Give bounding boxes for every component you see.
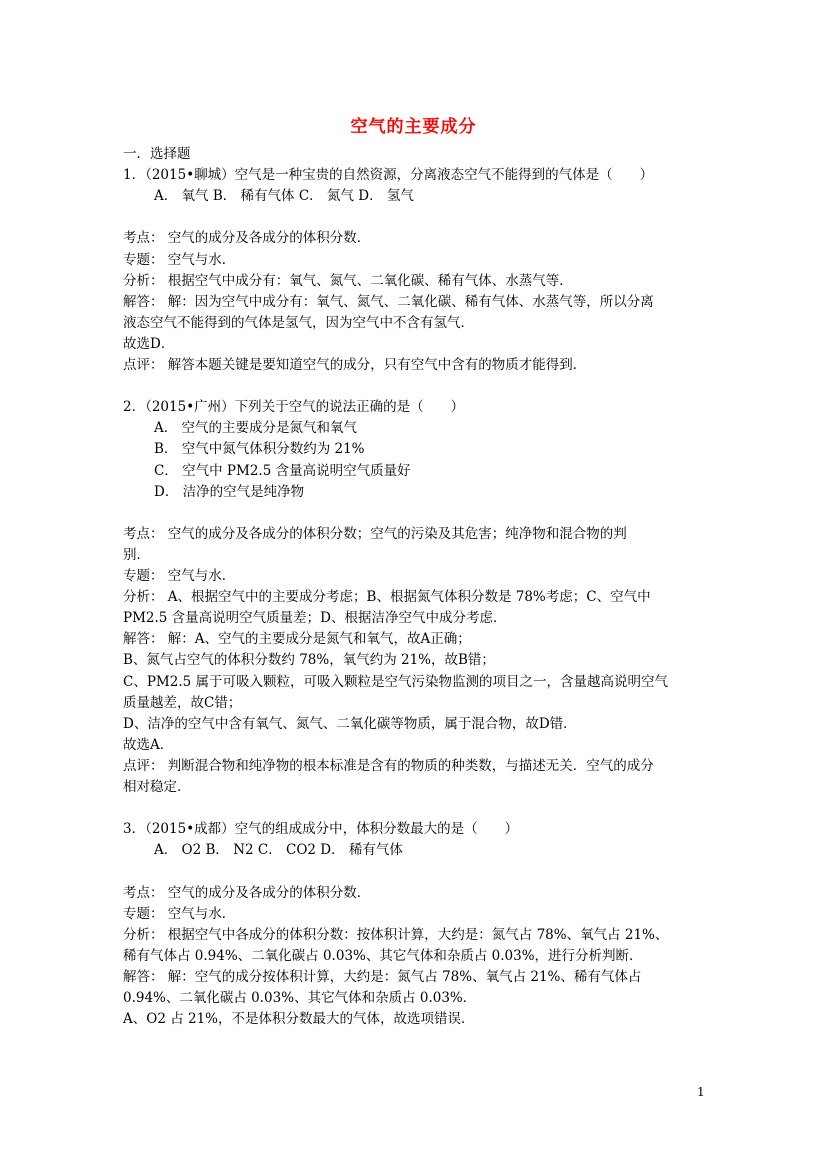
- text-line: 0.94%、二氧化碳占 0.03%、其它气体和杂质占 0.03%．: [123, 990, 477, 1006]
- text-line: 别．: [123, 546, 150, 563]
- text-line: C、PM2.5 属于可吸入颗粒，可吸入颗粒是空气污染物监测的项目之一，含量越高说明空气: [123, 673, 668, 690]
- option-line: A． O2 B． N2 C． CO2 D． 稀有气体: [154, 842, 403, 859]
- text-line: 考点： 空气的成分及各成分的体积分数．: [123, 230, 371, 247]
- text-line: 液态空气不能得到的气体是氢气，因为空气中不含有氢气．: [123, 314, 474, 331]
- text-line: 分析： 根据空气中成分有：氧气、氮气、二氧化碳、稀有气体、水蒸气等．: [123, 272, 573, 289]
- text-line: 质量越差，故C错；: [123, 694, 242, 711]
- text-line: 考点： 空气的成分及各成分的体积分数．: [123, 884, 371, 901]
- option-line: A． 氧气 B． 稀有气体 C． 氮气 D． 氢气: [154, 188, 414, 205]
- text-line: PM2.5 含量高说明空气质量差；D、根据洁净空气中成分考虑．: [123, 610, 507, 627]
- text-line: 解答： 解：空气的成分按体积计算，大约是：氮气占 78%、氧气占 21%、稀有气体占: [123, 968, 642, 985]
- text-line: 3．（2015•成都）空气的组成成分中，体积分数最大的是（ ）: [123, 821, 519, 838]
- text-line: 考点： 空气的成分及各成分的体积分数；空气的污染及其危害；纯净物和混合物的判: [123, 525, 627, 542]
- text-line: 一．选择题: [123, 146, 191, 162]
- text-line: 专题： 空气与水．: [123, 251, 236, 268]
- text-line: 专题： 空气与水．: [123, 568, 236, 584]
- option-line: D． 洁净的空气是纯净物: [154, 483, 305, 500]
- option-line: B． 空气中氮气体积分数约为 21%: [154, 441, 365, 458]
- text-line: D、洁净的空气中含有氧气、氮气、二氧化碳等物质，属于混合物，故D错．: [123, 715, 577, 732]
- option-line: A． 空气的主要成分是氮气和氧气: [154, 420, 358, 437]
- text-line: 分析： A、根据空气中的主要成分考虑；B、根据氮气体积分数是 78%考虑；C、空气中: [123, 589, 651, 606]
- text-line: 专题： 空气与水．: [123, 905, 236, 922]
- text-line: 故选A．: [123, 736, 174, 753]
- text-line: 点评： 解答本题关键是要知道空气的成分，只有空气中含有的物质才能得到．: [123, 357, 587, 373]
- text-line: A、O2 占 21%，不是体积分数最大的气体，故选项错误．: [123, 1011, 475, 1028]
- page-title: 空气的主要成分: [350, 117, 477, 137]
- text-line: B、氮气占空气的体积分数约 78%，氧气约为 21%，故B错；: [123, 652, 495, 669]
- text-line: 点评： 判断混合物和纯净物的根本标准是含有的物质的种类数，与描述无关．空气的成分: [123, 757, 654, 774]
- text-line: 相对稳定．: [123, 779, 191, 795]
- text-line: 稀有气体占 0.94%、二氧化碳占 0.03%、其它气体和杂质占 0.03%，进行分析判断．: [123, 947, 643, 964]
- text-line: 2．（2015•广州）下列关于空气的说法正确的是（ ）: [123, 399, 465, 416]
- text-line: 故选D．: [123, 335, 175, 352]
- option-line: C． 空气中 PM2.5 含量高说明空气质量好: [154, 462, 411, 479]
- text-line: 解答： 解：A、空气的主要成分是氮气和氧气，故A正确；: [123, 631, 471, 648]
- page-number: 1: [697, 1085, 705, 1099]
- text-line: 解答： 解：因为空气中成分有：氧气、氮气、二氧化碳、稀有气体、水蒸气等，所以分离: [123, 293, 654, 310]
- text-line: 1．（2015•聊城）空气是一种宝贵的自然资源，分离液态空气不能得到的气体是（ ）: [123, 167, 654, 184]
- text-line: 分析： 根据空气中各成分的体积分数：按体积计算，大约是：氮气占 78%、氧气占 21%、: [123, 926, 669, 943]
